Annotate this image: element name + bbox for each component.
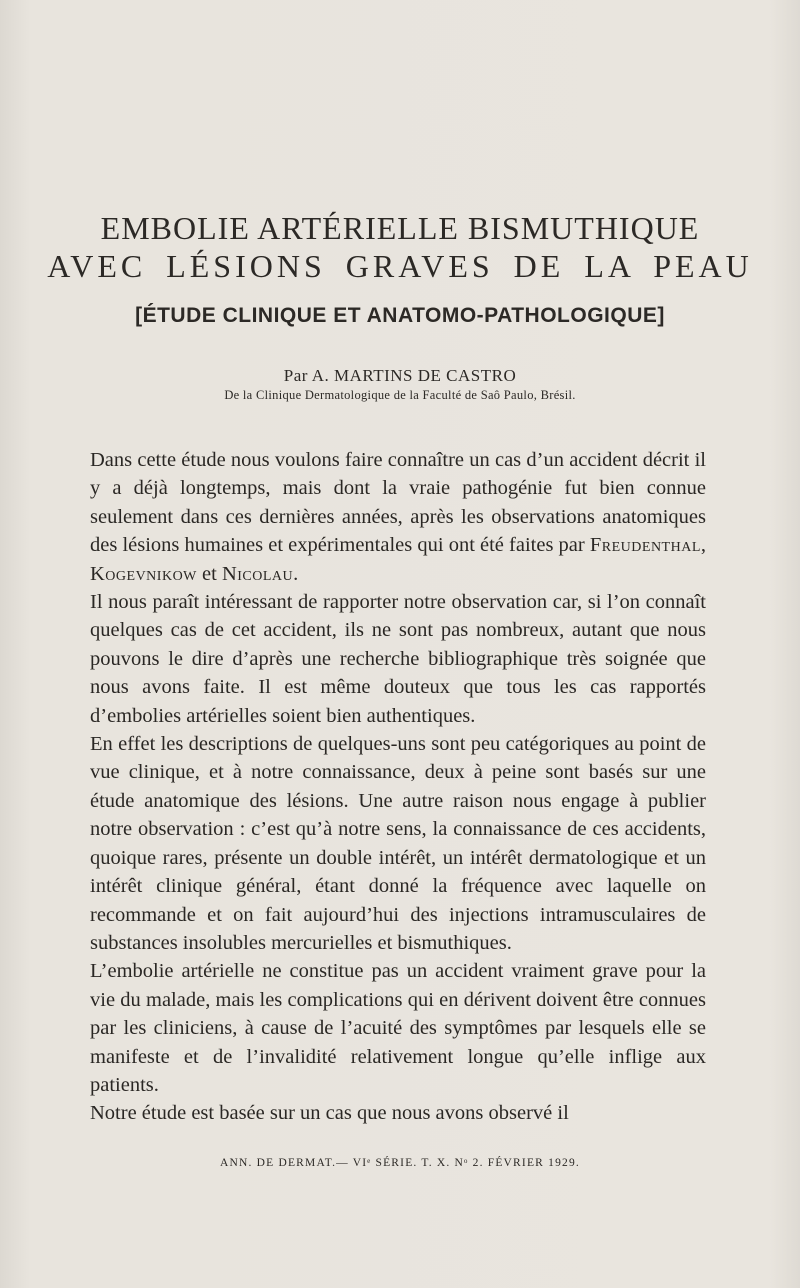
author-name-kogevnikow: Kogevnikow bbox=[90, 562, 197, 585]
article-body bbox=[90, 446, 706, 1128]
paragraph-1-end: . bbox=[293, 562, 299, 585]
paragraph-1 bbox=[90, 446, 706, 588]
paragraph-2: Il nous paraît intéressant de rapporter notre observation car, si l’on connaît quelques cas de cet accident, ils ne sont pas nombreux, autant que nous pouvons le dire d’après une recherche bibliographique très soignée que nous avons faite. Il est même douteux que tous les cas rapportés d’embolies artérielles soient bien authentiques. bbox=[90, 591, 706, 727]
separator-comma: , bbox=[700, 534, 706, 557]
separator-et: et bbox=[196, 562, 222, 585]
article-subtitle: [ÉTUDE CLINIQUE ET ANATOMO-PATHOLOGIQUE] bbox=[135, 304, 665, 327]
journal-citation-footer: ANN. DE DERMAT.— VIᵉ SÉRIE. T. X. Nᵒ 2. FÉVRIER 1929. bbox=[219, 1157, 581, 1169]
paragraph-1-text: Dans cette étude nous voulons faire connaître un cas d’un accident décrit il y a déjà longtemps, mais dont la vraie pathogénie fut bien connue seulement dans ces dernières années, après les observations anatomiques des lésions humaines et expérimentales qui ont été faites par bbox=[90, 449, 706, 557]
paragraph-4: L’embolie artérielle ne constitue pas un accident vraiment grave pour la vie du malade, mais les complications qui en dérivent doivent être connues par les cliniciens, à cause de l’acuité des symptômes par lesquels elle se manifeste et de l’invalidité relativement longue qu’elle inflige aux patients. bbox=[90, 960, 706, 1096]
author-affiliation: De la Clinique Dermatologique de la Faculté de Saô Paulo, Brésil. bbox=[224, 388, 576, 402]
author-line: Par A. MARTINS DE CASTRO bbox=[283, 366, 517, 385]
author-name-nicolau: Nicolau bbox=[221, 562, 294, 585]
paragraph-3: En effet les descriptions de quelques-uns sont peu catégoriques au point de vue clinique, et à notre connaissance, deux à peine sont basés sur une étude anatomique des lésions. Une autre raison nous engage à publier notre observation : c’est qu’à notre sens, la connaissance de ces accidents, quoique rares, présente un double intérêt, un intérêt dermatologique et un intérêt clinique général, étant donné la fréquence avec laquelle on recommande et on fait aujourd’hui des injections intramusculaires de substances insolubles mercurielles et bismuthiques. bbox=[90, 733, 706, 954]
article-title-line-2: AVEC LÉSIONS GRAVES DE LA PEAU bbox=[47, 248, 753, 284]
article-title-line-1: EMBOLIE ARTÉRIELLE BISMUTHIQUE bbox=[100, 210, 700, 246]
paragraph-5: Notre étude est basée sur un cas que nous avons observé il bbox=[90, 1102, 569, 1125]
author-name-freudenthal: Freudenthal bbox=[589, 534, 701, 557]
